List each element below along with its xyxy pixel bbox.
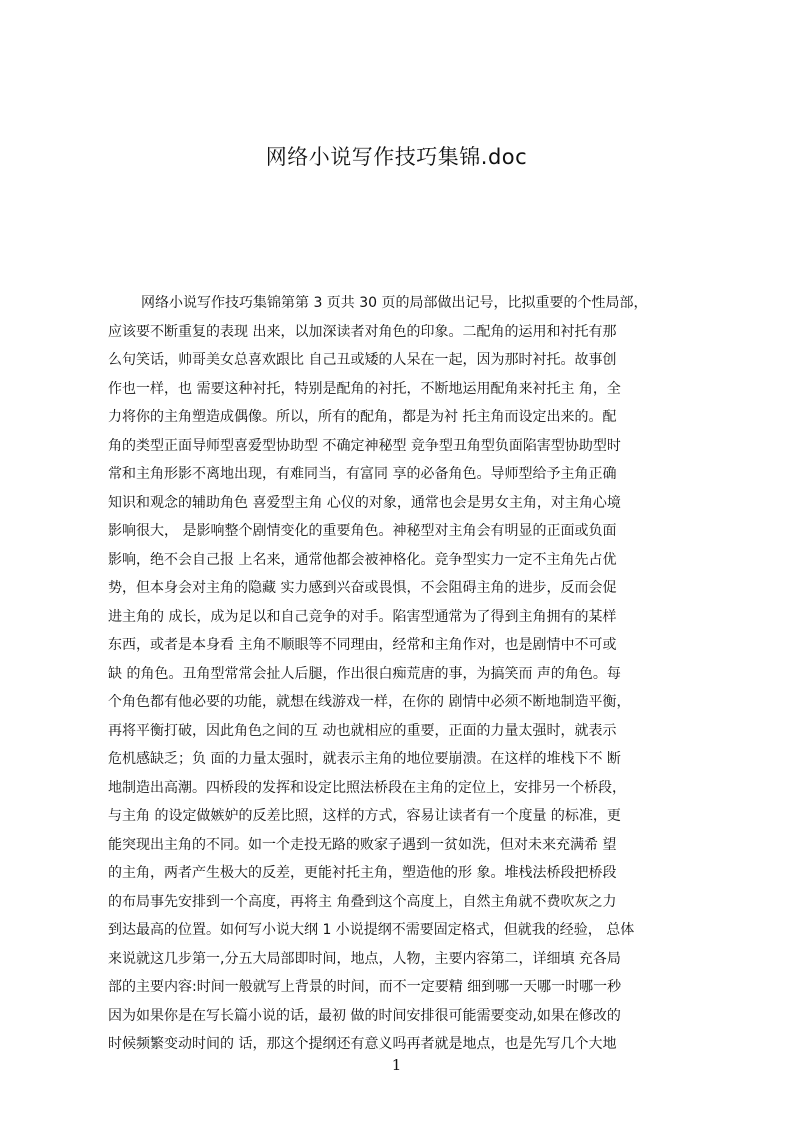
body-line: 东西，或者是本身看 主角不顺眼等不同理由，经常和主角作对，也是剧情中不可或 [108, 637, 617, 653]
body-line: 时候频繁变动时间的 话，那这个提纲还有意义吗再者就是地点，也是先写几个大地 [108, 1036, 617, 1052]
body-line: 与主角 的设定做嫉妒的反差比照，这样的方式，容易让读者有一个度量 的标准，更 [108, 808, 621, 824]
body-line: 来说就这几步第一,分五大局部即时间，地点，人物，主要内容第二，详细填 充各局 [108, 950, 621, 967]
body-line: 因为如果你是在写长篇小说的话，最初 做的时间安排很可能需要变动,如果在修改的 [108, 1007, 621, 1024]
body-line: 地制造出高潮。四桥段的发挥和设定比照法桥段在主角的定位上，安排另一个桥段， [108, 779, 626, 796]
body-line: 到达最高的位置。如何写小说大纲 1 小说提纲不需要固定格式，但就我的经验， 总体 [108, 922, 635, 938]
page-number: 1 [391, 1056, 402, 1074]
document-body [108, 289, 698, 1059]
body-line: 的主角，两者产生极大的反差，更能衬托主角，塑造他的形 象。堆栈法桥段把桥段 [108, 865, 617, 881]
body-line: 知识和观念的辅助角色 喜爱型主角 心仪的对象，通常也会是男女主角，对主角心境 [108, 494, 621, 511]
body-line: 能突现出主角的不同。如一个走投无路的败家子遇到一贫如洗，但对未来充满希 望 [108, 836, 617, 853]
body-line: 危机感缺乏；负 面的力量太强时，就表示主角的地位要崩溃。在这样的堆栈下不 断 [108, 751, 621, 767]
body-line: 再将平衡打破，因此角色之间的互 动也就相应的重要，正面的力量太强时，就表示 [108, 722, 617, 739]
body-line: 个角色都有他必要的功能，就想在线游戏一样，在你的 剧情中必须不断地制造平衡， [108, 694, 631, 710]
body-line: 势，但本身会对主角的隐藏 实力感到兴奋或畏惧，不会阻碍主角的进步，反而会促 [108, 580, 617, 596]
body-line: 缺 的角色。丑角型常常会扯人后腿，作出很白痴荒唐的事，为搞笑而 声的角色。每 [108, 665, 621, 682]
body-line: 应该要不断重复的表现 出来，以加深读者对角色的印象。二配角的运用和衬托有那 [108, 323, 617, 340]
document-title: 网络小说写作技巧集锦.doc [265, 145, 528, 169]
body-line: 影响，绝不会自己报 上名来，通常他都会被神格化。竞争型实力一定不主角先占优 [108, 551, 617, 568]
body-line: 进主角的 成长，成为足以和自己竞争的对手。陷害型通常为了得到主角拥有的某样 [108, 608, 617, 625]
body-line: 力将你的主角塑造成偶像。所以，所有的配角，都是为衬 托主角而设定出来的。配 [108, 409, 617, 425]
body-line: 角的类型正面导师型喜爱型协助型 不确定神秘型 竞争型丑角型负面陷害型协助型时 [108, 437, 621, 454]
body-line: 常和主角形影不离地出现，有难同当，有富同 享的必备角色。导师型给予主角正确 [108, 466, 617, 482]
body-line: 作也一样，也 需要这种衬托，特别是配角的衬托，不断地运用配角来衬托主 角，全 [108, 380, 621, 397]
body-line: 网络小说写作技巧集锦第第 3 页共 30 页的局部做出记号，比拟重要的个性局部， [141, 295, 648, 311]
body-line: 部的主要内容:时间一般就写上背景的时间，而不一定要精 细到哪一天哪一时哪一秒 [108, 979, 622, 995]
body-line: 的布局事先安排到一个高度，再将主 角叠到这个高度上，自然主角就不费吹灰之力 [108, 893, 617, 910]
body-line: 么句笑话，帅哥美女总喜欢跟比 自己丑或矮的人呆在一起，因为那时衬托。故事创 [108, 352, 617, 368]
body-line: 影响很大， 是影响整个剧情变化的重要角色。神秘型对主角会有明显的正面或负面 [108, 523, 617, 539]
